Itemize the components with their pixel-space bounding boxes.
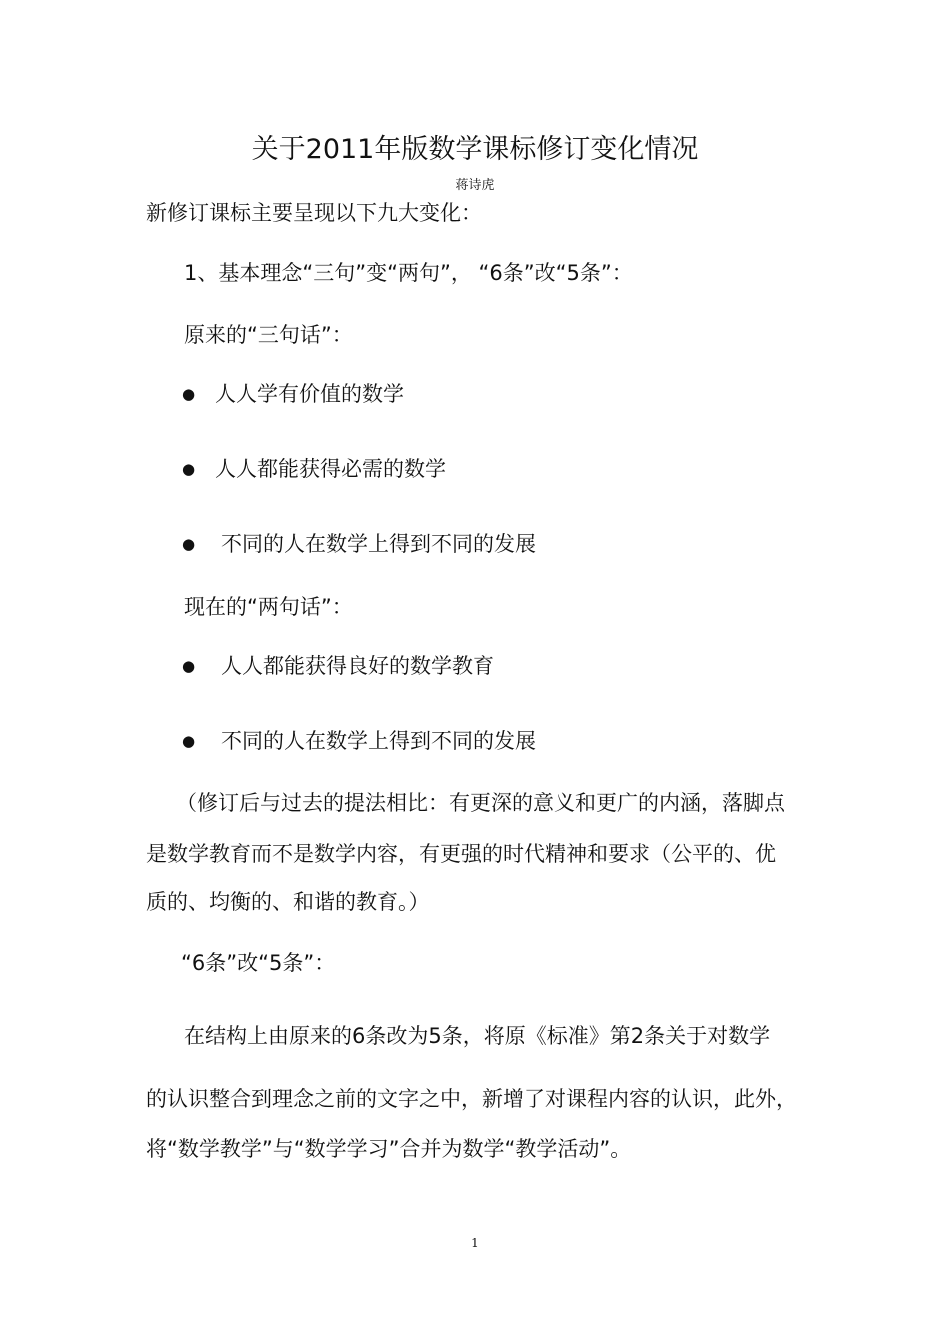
current-item: 不同的人在数学上得到不同的发展 bbox=[221, 729, 536, 753]
original-item: 人人都能获得必需的数学 bbox=[215, 457, 446, 481]
bullet-icon: ● bbox=[182, 657, 196, 675]
bullet-icon: ● bbox=[182, 535, 196, 553]
comment-line: （修订后与过去的提法相比：有更深的意义和更广的内涵，落脚点 bbox=[176, 791, 785, 815]
current-label: 现在的“两句话”： bbox=[184, 595, 353, 619]
document-title: 关于2011年版数学课标修订变化情况 bbox=[251, 134, 699, 165]
author-name: 蒋诗虎 bbox=[455, 178, 495, 193]
original-item: 不同的人在数学上得到不同的发展 bbox=[221, 532, 536, 556]
bullet-icon: ● bbox=[182, 385, 196, 403]
current-item: 人人都能获得良好的数学教育 bbox=[221, 654, 494, 678]
section1-heading: 1、基本理念“三句”变“两句”， “6条”改“5条”： bbox=[184, 261, 633, 285]
structure-line: 将“数学教学”与“数学学习”合并为数学“教学活动”。 bbox=[146, 1137, 632, 1161]
original-item: 人人学有价值的数学 bbox=[215, 382, 404, 406]
six-to-five-label: “6条”改“5条”： bbox=[181, 951, 336, 975]
original-label: 原来的“三句话”： bbox=[184, 323, 353, 347]
intro-text: 新修订课标主要呈现以下九大变化： bbox=[146, 201, 482, 225]
structure-line: 在结构上由原来的6条改为5条，将原《标准》第2条关于对数学 bbox=[184, 1024, 771, 1048]
structure-line: 的认识整合到理念之前的文字之中，新增了对课程内容的认识，此外， bbox=[146, 1087, 797, 1111]
bullet-icon: ● bbox=[182, 732, 196, 750]
bullet-icon: ● bbox=[182, 460, 196, 478]
page-number: 1 bbox=[471, 1236, 479, 1250]
comment-line: 质的、均衡的、和谐的教育。） bbox=[146, 890, 430, 914]
comment-line: 是数学教育而不是数学内容，有更强的时代精神和要求（公平的、优 bbox=[146, 842, 776, 866]
